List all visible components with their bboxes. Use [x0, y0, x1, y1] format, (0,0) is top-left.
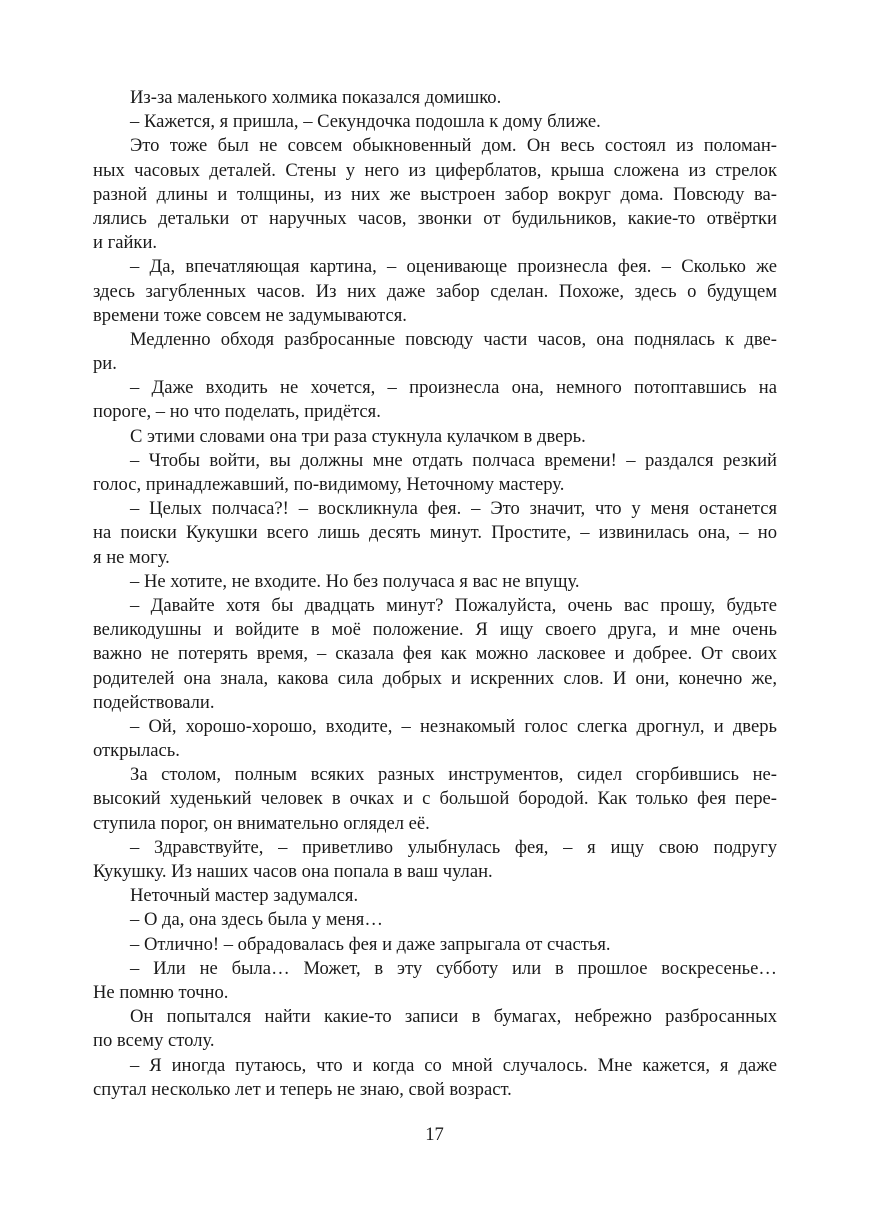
paragraph [93, 908, 777, 932]
text-line: – Здравствуйте, – приветливо улыбнулась фея, – я ищу свою подругу [130, 836, 777, 858]
page-number: 17 [425, 1124, 444, 1145]
text-line: Не помню точно. [93, 981, 229, 1003]
text-line: голос, принадлежавший, по-видимому, Неточному мастеру. [93, 474, 565, 495]
text-line: здесь загубленных часов. Из них даже забор сделан. Похоже, здесь о будущем [93, 280, 777, 302]
text-line: – Ой, хорошо-хорошо, входите, – незнакомый голос слегка дрогнул, и дверь [130, 715, 777, 737]
text-line: Кукушку. Из наших часов она попала в ваш чулан. [93, 861, 493, 882]
paragraph [93, 763, 777, 836]
text-line: спутал несколько лет и теперь не знаю, свой возраст. [93, 1078, 512, 1100]
text-line: высокий худенький человек в очках и с большой бородой. Как только фея пере- [93, 788, 777, 810]
text-line: ных часовых деталей. Стены у него из циферблатов, крыша сложена из стрелок [93, 159, 777, 181]
paragraph [93, 1054, 777, 1102]
paragraph [93, 570, 777, 594]
paragraph [93, 134, 777, 255]
paragraph [93, 328, 777, 376]
text-line: – Да, впечатляющая картина, – оценивающе произнесла фея. – Сколько же [130, 256, 777, 278]
text-line: – Чтобы войти, вы должны мне отдать полчаса времени! – раздался резкий [130, 449, 777, 471]
text-line: я не могу. [93, 546, 170, 568]
paragraph [93, 884, 777, 908]
paragraph [93, 957, 777, 1005]
paragraph [93, 1005, 777, 1053]
text-line: Он попытался найти какие-то записи в бумагах, небрежно разбросанных [130, 1006, 777, 1028]
text-line: пороге, – но что поделать, придётся. [93, 401, 381, 423]
text-line: – Не хотите, не входите. Но без получаса я вас не впущу. [130, 570, 580, 592]
text-line: Это тоже был не совсем обыкновенный дом. Он весь состоял из поломан- [130, 135, 777, 157]
text-line: времени тоже совсем не задумываются. [93, 304, 407, 326]
text-line: – О да, она здесь была у меня… [130, 909, 383, 931]
text-line: За столом, полным всяких разных инструментов, сидел сгорбившись не- [130, 764, 777, 786]
paragraph [93, 497, 777, 570]
text-line: важно не потерять время, – сказала фея как можно ласковее и добрее. От своих [93, 643, 777, 665]
text-line: ступила порог, он внимательно оглядел её. [93, 812, 430, 834]
text-line: по всему столу. [93, 1030, 215, 1052]
text-line: Медленно обходя разбросанные повсюду части часов, она поднялась к две- [130, 328, 777, 350]
page-body [93, 86, 777, 1102]
text-line: С этими словами она три раза стукнула кулачком в дверь. [130, 425, 586, 447]
text-line: – Целых полчаса?! – воскликнула фея. – Это значит, что у меня останется [130, 498, 777, 520]
text-line: – Я иногда путаюсь, что и когда со мной случалось. Мне кажется, я даже [130, 1054, 777, 1076]
text-line: Неточный мастер задумался. [130, 885, 359, 907]
text-line: разной длины и толщины, из них же выстроен забор вокруг дома. Повсюду ва- [93, 183, 777, 205]
text-line: подействовали. [93, 691, 215, 713]
text-line: великодушны и войдите в моё положение. Я ищу своего друга, и мне очень [93, 619, 777, 641]
text-line: и гайки. [93, 232, 158, 254]
text-line: лялись детальки от наручных часов, звонки от будильников, какие-то отвёртки [93, 207, 777, 229]
paragraph [93, 836, 777, 884]
text-line: – Отлично! – обрадовалась фея и даже запрыгала от счастья. [130, 933, 611, 955]
text-line: – Или не была… Может, в эту субботу или в прошлое воскресенье… [130, 957, 777, 979]
paragraph [93, 255, 777, 328]
paragraph [93, 86, 777, 110]
text-line: – Даже входить не хочется, – произнесла она, немного потоптавшись на [130, 377, 777, 399]
text-line: ри. [93, 353, 117, 375]
text-line: – Кажется, я пришла, – Секундочка подошла к дому ближе. [130, 111, 601, 133]
paragraph [93, 110, 777, 134]
text-line: родителей она знала, какова сила добрых и искренних слов. И они, конечно же, [93, 667, 777, 689]
paragraph [93, 933, 777, 957]
paragraph [93, 376, 777, 424]
text-line: Из-за маленького холмика показался домишко. [130, 87, 502, 108]
paragraph [93, 594, 777, 715]
paragraph [93, 715, 777, 763]
text-line: открылась. [93, 740, 180, 762]
text-line: – Давайте хотя бы двадцать минут? Пожалуйста, очень вас прошу, будьте [130, 594, 777, 616]
text-line: на поиски Кукушки всего лишь десять минут. Простите, – извинилась она, – но [93, 522, 777, 544]
paragraph [93, 425, 777, 449]
paragraph [93, 449, 777, 497]
